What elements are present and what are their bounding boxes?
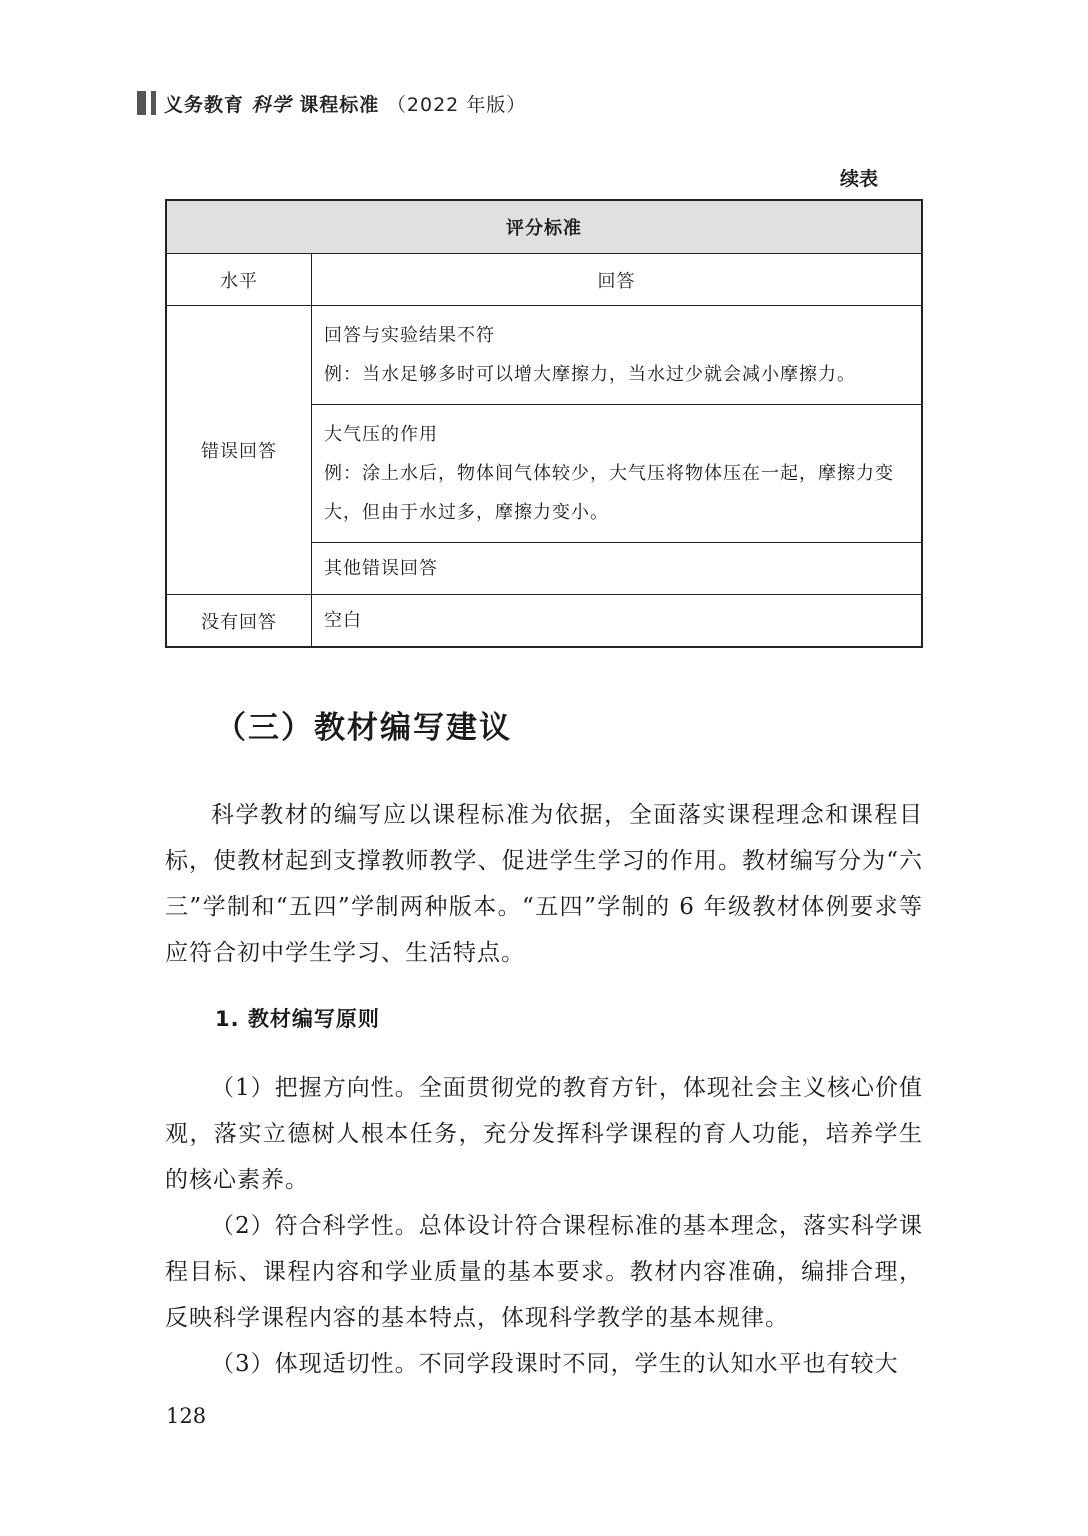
header-title (164, 90, 526, 117)
header-bars-decoration (137, 91, 156, 115)
running-header (137, 88, 526, 118)
wrong-item-2-heading: 大气压的作用 (324, 424, 438, 445)
header-title-subject: 科学 (251, 93, 292, 116)
header-title-part2: 课程标准 (299, 93, 380, 116)
column-header-answer: 回答 (312, 254, 923, 306)
wrong-item-2-example: 例：涂上水后，物体间气体较少，大气压将物体压在一起，摩擦力变大，但由于水过多，摩擦力变小。 (324, 463, 894, 523)
wrong-item-3-heading: 其他错误回答 (324, 558, 438, 579)
no-answer-response: 空白 (312, 595, 923, 648)
column-header-level: 水平 (166, 254, 312, 306)
wrong-answer-item-3 (312, 543, 923, 595)
principle-3: （3）体现适切性。不同学段课时不同，学生的认知水平也有较大 (211, 1351, 899, 1377)
page-number: 128 (166, 1404, 207, 1428)
intro-paragraph: 科学教材的编写应以课程标准为依据，全面落实课程理念和课程目标，使教材起到支撑教师教学、促进学生学习的作用。教材编写分为“六三”学制和“五四”学制两种版本。“五四”学制的 6 年级教材体例要求等应符合初中学生学习、生活特点。 (165, 802, 923, 966)
header-title-part1: 义务教育 (164, 93, 245, 116)
continued-table-label: 续表 (839, 168, 878, 190)
table-title: 评分标准 (166, 200, 922, 254)
principle-2: （2）符合科学性。总体设计符合课程标准的基本理念，落实科学课程目标、课程内容和学业质量的基本要求。教材内容准确，编排合理，反映科学课程内容的基本特点，体现科学教学的基本规律。 (165, 1213, 923, 1331)
principle-1: （1）把握方向性。全面贯彻党的教育方针，体现社会主义核心价值观，落实立德树人根本任务，充分发挥科学课程的育人功能，培养学生的核心素养。 (165, 1075, 923, 1193)
level-no-answer: 没有回答 (166, 595, 312, 648)
wrong-item-1-heading: 回答与实验结果不符 (324, 325, 495, 346)
section-title: （三）教材编写建议 (215, 710, 512, 746)
wrong-item-1-example: 例：当水足够多时可以增大摩擦力，当水过少就会减小摩擦力。 (324, 364, 856, 385)
subsection-title: 1. 教材编写原则 (215, 1007, 380, 1031)
wrong-answer-item-2 (312, 405, 923, 543)
wrong-answer-item-1 (312, 306, 923, 405)
scoring-table (165, 199, 923, 648)
header-edition: （2022 年版） (386, 93, 527, 116)
level-wrong-answer: 错误回答 (166, 306, 312, 595)
